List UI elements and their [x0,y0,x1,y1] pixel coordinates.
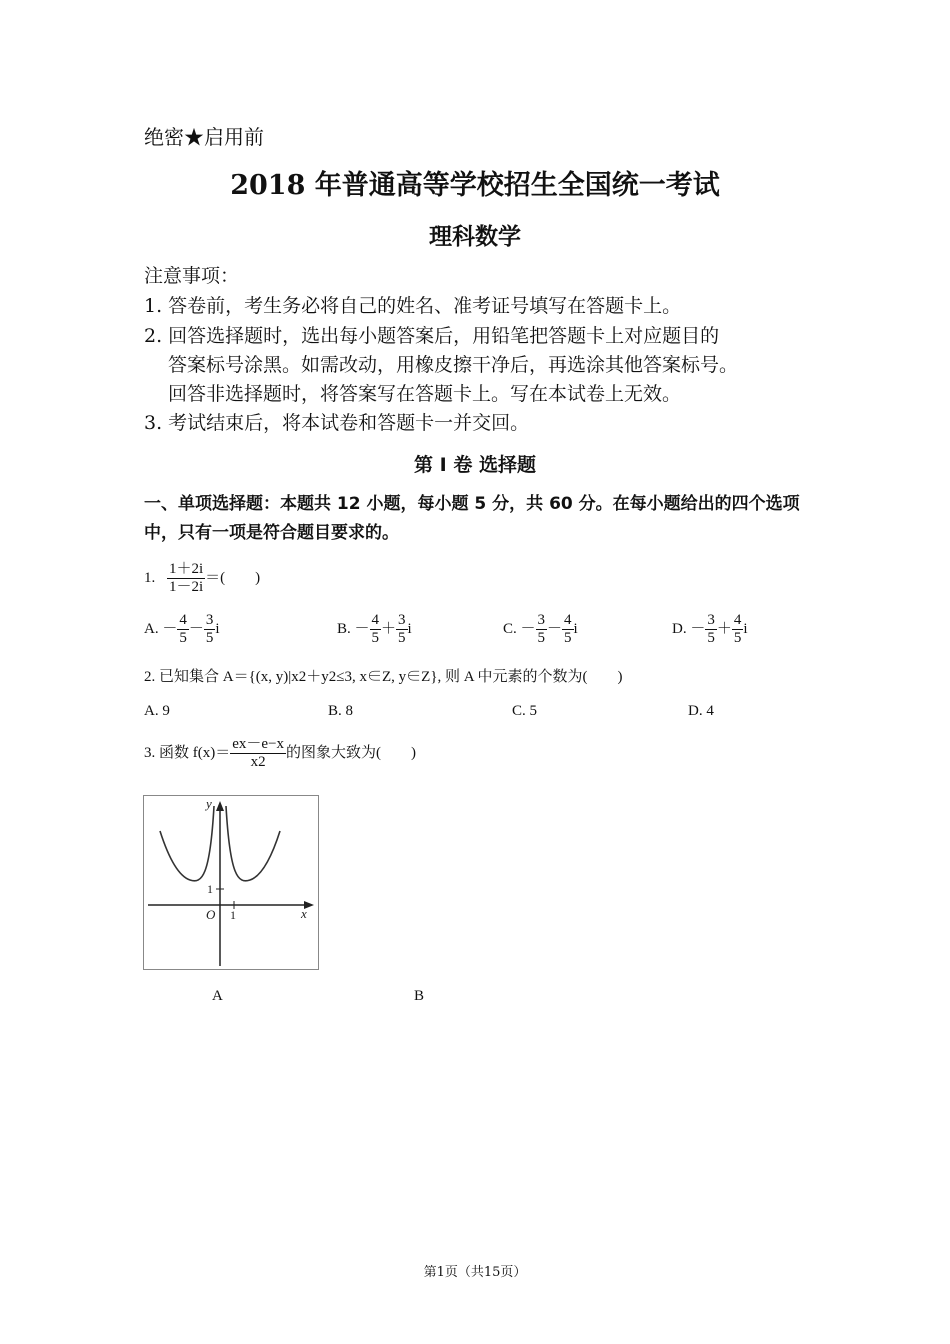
notice-line-2a: 2. 回答选择题时，选出每小题答案后，用铅笔把答题卡上对应题目的 [144,325,720,347]
question-prefix: 3. 函数 f(x)＝ [144,744,231,761]
q2-option-c[interactable]: C. 5 [512,703,538,719]
option-label: C. [503,620,517,637]
question-tail: ＝( ) [205,569,261,586]
denominator: 5 [205,630,214,646]
option-label: B. [337,620,351,637]
operator: － [188,620,204,637]
fraction [705,612,717,647]
q1-option-d[interactable] [672,612,748,647]
page-footer: 第1页（共15页） [423,1265,527,1280]
y-axis-arrow-icon [216,801,224,811]
right-branch-curve [226,806,280,881]
q1-option-a[interactable] [144,612,220,647]
denominator: 5 [564,630,572,646]
fraction [732,612,744,647]
fraction-numerator: ex－e−x [232,736,285,752]
confidential-label: 绝密★启用前 [144,125,264,149]
function-graph [144,796,318,969]
y-one-label: 1 [207,882,213,896]
fraction-denominator: x2 [250,754,266,770]
option-label: A. [144,620,159,637]
graph-caption-a: A [212,988,223,1004]
subject-title: 理科数学 [429,224,521,250]
denominator: 5 [179,630,187,646]
notice-line-1: 1. 答卷前，考生务必将自己的姓名、准考证号填写在答题卡上。 [144,295,682,317]
sign: － [354,620,370,637]
operator: ＋ [381,620,397,637]
question-suffix: 的图象大致为( ) [286,744,417,761]
notice-line-2c: 回答非选择题时，将答案写在答题卡上。写在本试卷上无效。 [168,383,682,405]
part1-instructions: 一、单项选择题：本题共 12 小题，每小题 5 分，共 60 分。在每小题给出的四个选项中，只有一项是符合题目要求的。 [144,494,800,543]
denominator: 5 [707,630,715,646]
numerator: 4 [179,612,187,628]
imaginary-unit: i [407,620,412,637]
sign: － [690,620,706,637]
question-3 [144,736,416,771]
fraction [177,612,189,647]
notice-heading: 注意事项： [144,265,240,287]
fraction [370,612,382,647]
numerator: 4 [371,612,380,628]
sign: － [162,620,178,637]
denominator: 5 [537,630,546,646]
notice-line-3: 3. 考试结束后，将本试卷和答题卡一并交回。 [144,412,530,434]
denominator: 5 [371,630,380,646]
numerator: 3 [205,612,214,628]
fraction [230,736,286,771]
imaginary-unit: i [743,620,748,637]
numerator: 3 [398,612,406,628]
q2-option-b[interactable]: B. 8 [328,703,354,719]
option-label: D. [672,620,687,637]
denominator: 5 [733,630,742,646]
question-2: 2. 已知集合 A＝{(x, y)|x2＋y2≤3, x∈Z, y∈Z}, 则 A 中元素的个数为( ) [144,669,623,685]
question-1 [144,561,260,596]
operator: － [547,620,563,637]
section-title: 第 Ⅰ 卷 选择题 [414,454,536,476]
numerator: 4 [733,612,742,628]
notice-line-2b: 答案标号涂黑。如需改动，用橡皮擦干净后，再选涂其他答案标号。 [168,354,739,376]
numerator: 3 [707,612,715,628]
operator: ＋ [716,620,732,637]
fraction-numerator: 1＋2i [169,561,204,577]
imaginary-unit: i [215,620,220,637]
x-one-label: 1 [230,908,236,922]
fraction-denominator: 1－2i [169,579,204,595]
fraction [536,612,548,647]
sign: － [520,620,536,637]
denominator: 5 [398,630,406,646]
origin-label: O [206,907,216,922]
q2-option-d[interactable]: D. 4 [688,703,714,719]
numerator: 3 [537,612,546,628]
fraction [167,561,205,596]
question-number: 1. [144,569,156,586]
left-branch-curve [160,806,214,881]
q1-option-c[interactable] [503,612,578,647]
q2-option-a[interactable]: A. 9 [144,703,170,719]
graph-option-a[interactable] [143,795,319,970]
imaginary-unit: i [573,620,578,637]
x-axis-label: x [301,906,307,921]
fraction [562,612,574,647]
exam-title: 2018 年普通高等学校招生全国统一考试 [230,170,720,201]
fraction [396,612,408,647]
y-axis-label: y [206,796,212,811]
graph-caption-b: B [414,988,425,1004]
fraction [204,612,216,647]
numerator: 4 [564,612,572,628]
q1-option-b[interactable] [337,612,412,647]
